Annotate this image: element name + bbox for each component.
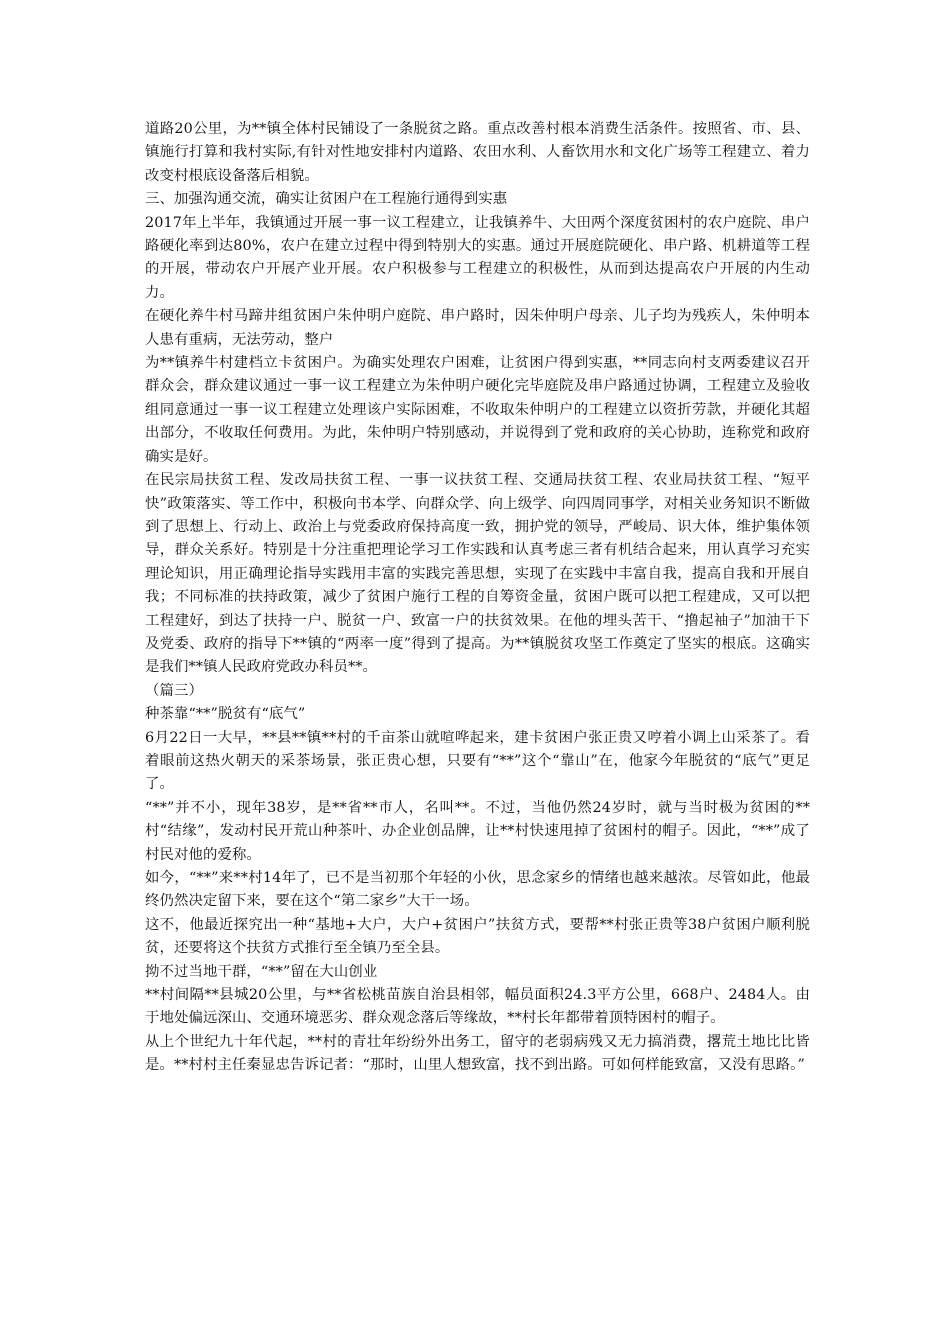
paragraph-village-profile: **村间隔**县城20公里，与**省松桃苗族自治县相邻，幅员面积24.3平方公里，668户、2484人。由于地处偏远深山、交通环境恶劣、群众观念落后等缘故，**村长年都带着顶特困村的帽子。: [145, 987, 810, 1027]
subheading-mountain-startup: 拗不过当地干群，“**”留在大山创业: [145, 963, 378, 980]
paragraph-zhu-zhongming-intro: 在硬化养牛村马蹄井组贫困户朱仲明户庭院、串户路时，因朱仲明户母亲、儿子均为残疾人，朱仲明本人患有重病，无法劳动，整户: [145, 308, 810, 348]
section-label-part-three: （篇三）: [145, 682, 203, 699]
paragraph-2017-project: 2017年上半年，我镇通过开展一事一议工程建立，让我镇养牛、大田两个深度贫困村的农户庭院、串户路硬化率到达80%，农户在建立过程中得到特别大的实惠。通过开展庭院硬化、串户路、机耕道等工程的开展，带动农户开展产业开展。农户积极参与工程建立的积极性，从而到达提高农户开展的内生动力。: [145, 214, 810, 301]
paragraph-road-improvement: 道路20公里，为**镇全体村民铺设了一条脱贫之路。重点改善村根本消费生活条件。按照省、市、县、镇施行打算和我村实际,有针对性地安排村内道路、农田水利、人畜饮用水和文化广场等工程建立、着力改变村根底设备落后相貌。: [145, 121, 810, 184]
document-page: [145, 118, 810, 1078]
paragraph-work-summary: 在民宗局扶贫工程、发改局扶贫工程、一事一议扶贫工程、交通局扶贫工程、农业局扶贫工程、“短平快”政策落实、等工作中，积极向书本学、向群众学、向上级学、向四周同事学，对相关业务知识不断做到了思想上、行动上、政治上与党委政府保持高度一致，拥护党的领导，严峻局、识大体，维护集体领导，群众关系好。特别是十分注重把理论学习工作实践和认真考虑三者有机结合起来，用认真学习充实理论知识，用正确理论指导实践用丰富的实践完善思想，实现了在实践中丰富自我，提高自我和开展自我；不同标准的扶持政策，减少了贫困户施行工程的自筹资金量，贫困户既可以把工程建成，又可以把工程建好，到达了扶持一户、脱贫一户、致富一户的扶贫效果。在他的埋头苦干、“撸起袖子”加油干下及党委、政府的指导下**镇的“两率一度”得到了提高。为**镇脱贫攻坚工作奠定了坚实的根底。这确实是我们**镇人民政府党政办科员**。: [145, 472, 810, 676]
paragraph-poverty-model: 这不，他最近探究出一种“基地+大户，大户+贫困户”扶贫方式，要帮**村张正贵等38户贫困户顺利脱贫，还要将这个扶贫方式推行至全镇乃至全县。: [145, 916, 810, 957]
paragraph-nickname-origin: “**”并不小，现年38岁，是**省**市人，名叫**。不过，当他仍然24岁时，就与当时极为贫困的**村“结缘”，发动村民开荒山种茶叶、办企业创品牌，让**村快速甩掉了贫困村的帽子。因此，“**”成了村民对他的爱称。: [145, 799, 810, 863]
paragraph-stay-decision: 如今，“**”来**村14年了，已不是当初那个年轻的小伙，思念家乡的情绪也越来越浓。尽管如此，他最终仍然决定留下来，要在这个“第二家乡”大干一场。: [145, 870, 810, 910]
paragraph-zhu-zhongming-help: 为**镇养牛村建档立卡贫困户。为确实处理农户困难，让贫困户得到实惠，**同志向村支两委建议召开群众会，群众建议通过一事一议工程建立为朱仲明户硬化完毕庭院及串户路通过协调，工程建立及验收组同意通过一事一议工程建立处理该户实际困难，不收取朱仲明户的工程建立以资折劳款，并硬化其超出部分，不收取任何费用。为此，朱仲明户特别感动，并说得到了党和政府的关心协助，连称党和政府确实是好。: [145, 355, 810, 465]
section-heading-communication: 三、加强沟通交流，确实让贫困户在工程施行通得到实惠: [145, 191, 508, 208]
article-title-tea: 种茶靠“**”脱贫有“底气”: [145, 706, 306, 723]
paragraph-tea-picking: 6月22日一大早，**县**镇**村的千亩茶山就喧哗起来，建卡贫困户张正贵又哼着小调上山采茶了。看着眼前这热火朝天的采茶场景，张正贵心想，只要有“**”这个“靠山”在，他家今年脱贫的“底气”更足了。: [145, 729, 810, 793]
paragraph-nineties-history: 从上个世纪九十年代起，**村的青壮年纷纷外出务工，留守的老弱病残又无力搞消费，撂荒土地比比皆是。**村村主任秦显忠告诉记者：“那时，山里人想致富，找不到出路。可如何样能致富，又没有思路。”: [145, 1033, 810, 1074]
